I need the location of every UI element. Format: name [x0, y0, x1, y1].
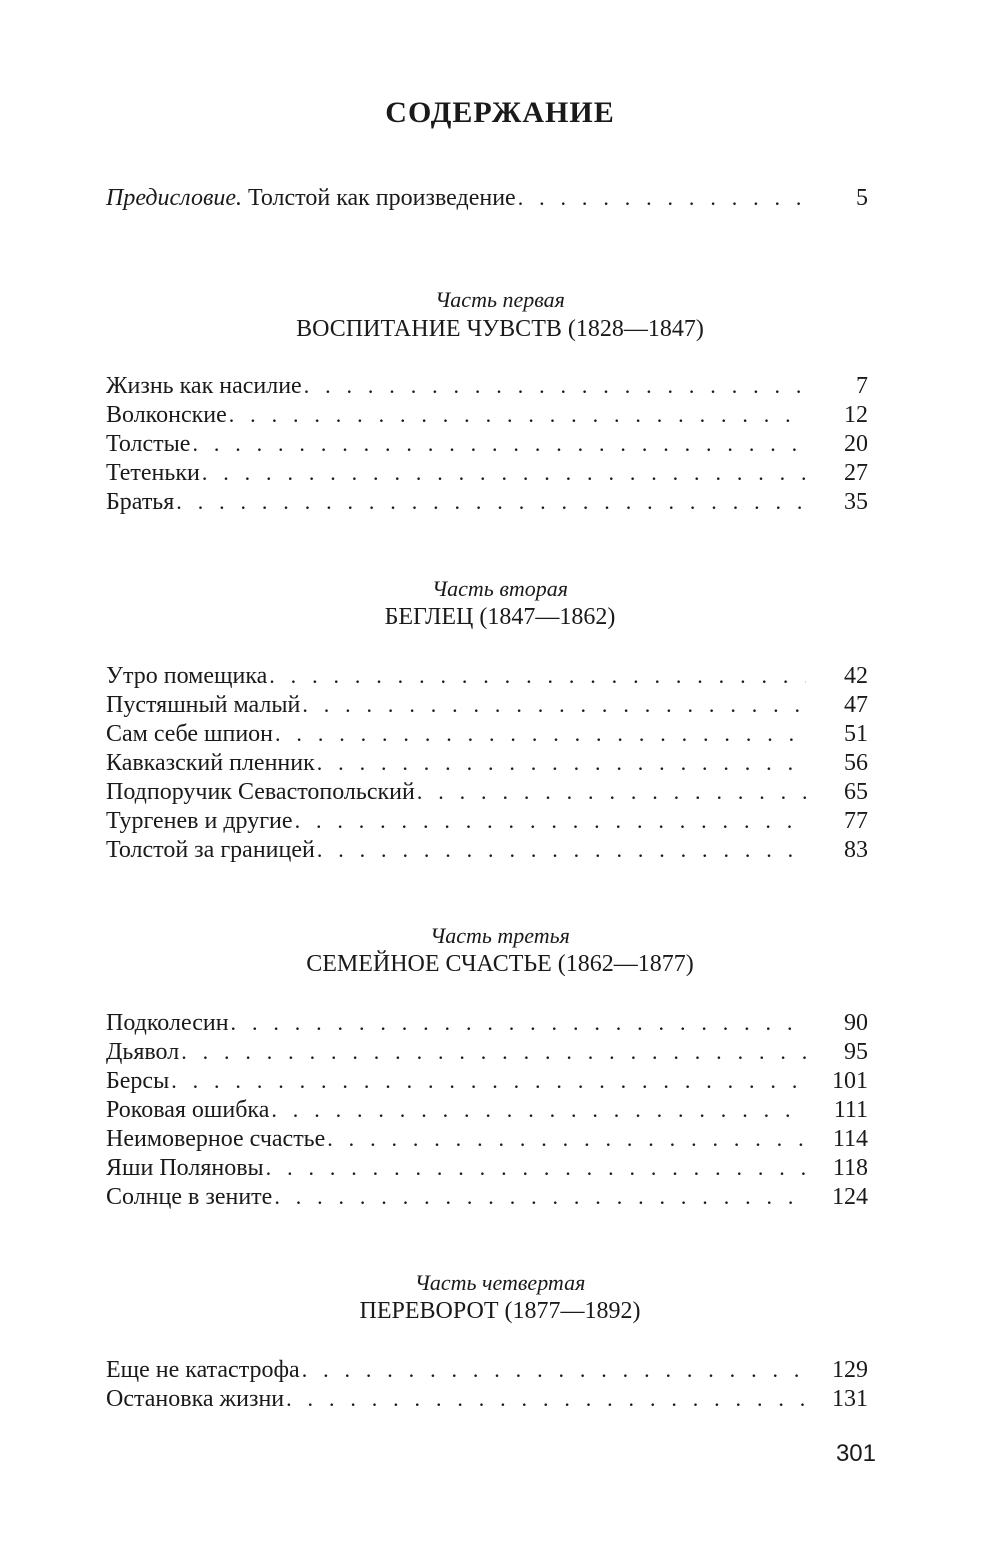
toc-entry[interactable] [106, 1153, 868, 1182]
entry-page: 47 [844, 692, 868, 718]
entry-title: Сам себе шпион [106, 721, 274, 747]
entry-page: 131 [832, 1386, 868, 1412]
entry-page: 114 [832, 1126, 868, 1152]
part-label: Часть четвертая [414, 1270, 586, 1295]
part-label: Часть третья [430, 923, 570, 948]
page-title: СОДЕРЖАНИЕ [385, 96, 615, 129]
toc-entry-preface[interactable] [106, 183, 868, 212]
toc-entry[interactable] [106, 806, 868, 835]
entry-page: 20 [844, 431, 868, 457]
dot-leader [266, 1153, 806, 1182]
dot-leader [317, 748, 806, 777]
entry-page: 77 [844, 808, 868, 834]
dot-leader [181, 1037, 806, 1066]
dot-leader [302, 1355, 806, 1384]
entry-title: Кавказский пленник [106, 750, 315, 776]
entry-page: 5 [856, 185, 868, 211]
toc-entry[interactable] [106, 1355, 868, 1384]
entry-page: 42 [844, 663, 868, 689]
entry-title: Подколесин [106, 1010, 229, 1036]
part-label: Часть первая [435, 287, 565, 312]
part-label: Часть вторая [432, 576, 568, 601]
dot-leader [286, 1384, 806, 1413]
dot-leader [417, 777, 806, 806]
toc-entry[interactable] [106, 1124, 868, 1153]
entry-page: 118 [832, 1155, 868, 1181]
entry-title: Еще не катастрофа [106, 1357, 300, 1383]
part-title: СЕМЕЙНОЕ СЧАСТЬЕ (1862—1877) [306, 951, 694, 977]
entry-title: Братья [106, 489, 175, 515]
dot-leader [302, 690, 806, 719]
entry-title: Солнце в зените [106, 1184, 273, 1210]
entry-page: 111 [833, 1097, 868, 1123]
dot-leader [275, 719, 806, 748]
toc-entry[interactable] [106, 1384, 868, 1413]
entry-page: 124 [832, 1184, 868, 1210]
dot-leader [327, 1124, 806, 1153]
entry-title: Толстые [106, 431, 191, 457]
entry-page: 27 [844, 460, 868, 486]
entry-page: 129 [832, 1357, 868, 1383]
entry-title: Тетеньки [106, 460, 200, 486]
entry-title: Роковая ошибка [106, 1097, 270, 1123]
toc-entry[interactable] [106, 661, 868, 690]
dot-leader [317, 835, 806, 864]
entry-title: Тургенев и другие [106, 808, 293, 834]
entry-title: Утро помещика [106, 663, 268, 689]
toc-entry[interactable] [106, 1008, 868, 1037]
dot-leader [176, 487, 806, 516]
dot-leader [231, 1008, 806, 1037]
dot-leader [229, 400, 806, 429]
entry-title [106, 184, 516, 213]
dot-leader [202, 458, 806, 487]
toc-entry[interactable] [106, 777, 868, 806]
page-number: 301 [835, 1440, 876, 1467]
dot-leader [269, 661, 806, 690]
dot-leader [171, 1066, 806, 1095]
toc-entry[interactable] [106, 690, 868, 719]
entry-page: 12 [844, 402, 868, 428]
toc-entry[interactable] [106, 719, 868, 748]
entry-title: Волконские [106, 402, 227, 428]
dot-leader [304, 371, 806, 400]
toc-entry[interactable] [106, 835, 868, 864]
dot-leader [271, 1095, 806, 1124]
toc-entry[interactable] [106, 1182, 868, 1211]
preface-italic: Предисловие. [106, 185, 243, 211]
entry-page: 51 [844, 721, 868, 747]
toc-entry[interactable] [106, 400, 868, 429]
entry-page: 101 [832, 1068, 868, 1094]
entry-page: 83 [844, 837, 868, 863]
part-title: БЕГЛЕЦ (1847—1862) [384, 604, 616, 630]
toc-entry[interactable] [106, 1095, 868, 1124]
entry-title: Жизнь как насилие [106, 373, 302, 399]
entry-page: 7 [856, 373, 868, 399]
toc-entry[interactable] [106, 1066, 868, 1095]
entry-title: Берсы [106, 1068, 170, 1094]
entry-title: Пустяшный малый [106, 692, 301, 718]
part-title: ПЕРЕВОРОТ (1877—1892) [359, 1298, 641, 1324]
dot-leader [192, 429, 806, 458]
toc-entry[interactable] [106, 458, 868, 487]
entry-title: Дьявол [106, 1039, 180, 1065]
toc-entry[interactable] [106, 429, 868, 458]
entry-title: Остановка жизни [106, 1386, 285, 1412]
entry-page: 65 [844, 779, 868, 805]
entry-page: 35 [844, 489, 868, 515]
entry-title: Толстой за границей [106, 837, 315, 863]
dot-leader [518, 183, 806, 212]
entry-page: 90 [844, 1010, 868, 1036]
toc-entry[interactable] [106, 1037, 868, 1066]
toc-entry[interactable] [106, 487, 868, 516]
entry-title: Яши Поляновы [106, 1155, 264, 1181]
preface-text: Толстой как произведение [248, 185, 516, 211]
entry-title: Неимоверное счастье [106, 1126, 326, 1152]
dot-leader [274, 1182, 806, 1211]
entry-page: 56 [844, 750, 868, 776]
toc-entry[interactable] [106, 371, 868, 400]
toc-entry[interactable] [106, 748, 868, 777]
part-title: ВОСПИТАНИЕ ЧУВСТВ (1828—1847) [296, 316, 704, 342]
entry-page: 95 [844, 1039, 868, 1065]
dot-leader [295, 806, 806, 835]
entry-title: Подпоручик Севастопольский [106, 779, 415, 805]
